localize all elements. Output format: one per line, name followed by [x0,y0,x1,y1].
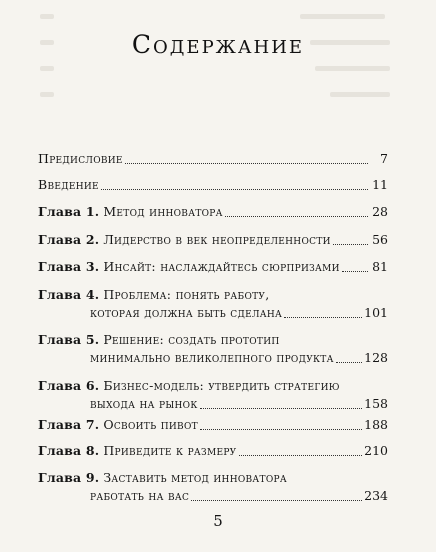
entry-page: 28 [372,204,388,219]
dot-leader [333,244,368,245]
chapter-number: Глава 8. [38,443,100,458]
chapter-number: Глава 3. [38,259,100,274]
page-title: Содержание [131,30,305,59]
chapter-number: Глава 7. [38,417,100,432]
toc-entry [38,231,388,249]
entry-title: Введение [38,177,99,192]
entry-title: Бизнес-модель: утвердить стратегию [103,378,340,393]
entry-page: 158 [364,396,388,411]
entry-page: 11 [372,177,388,192]
dot-leader [284,317,362,318]
toc-entry [38,176,388,194]
entry-title: Проблема: понять работу, [103,287,270,302]
dot-leader [200,408,363,409]
toc-entry [38,203,388,221]
entry-page: 7 [380,151,388,166]
dot-leader [191,500,362,501]
entry-title-continued: работать на вас [90,488,190,503]
page-number: 5 [213,512,223,530]
dot-leader [336,362,362,363]
entry-title: Решение: создать прототип [103,332,280,347]
dot-leader [225,216,368,217]
chapter-number: Глава 9. [38,470,100,485]
entry-title: Предисловие [38,151,123,166]
toc-entry [38,150,388,168]
entry-page: 81 [372,259,388,274]
entry-title-continued: которая должна быть сделана [90,305,283,320]
chapter-number: Глава 1. [38,204,100,219]
entry-title: Метод инноватора [103,204,223,219]
entry-title: Освоить пивот [103,417,198,432]
chapter-number: Глава 6. [38,378,100,393]
entry-page: 128 [364,350,388,365]
entry-page: 210 [364,443,388,458]
entry-title: Заставить метод инноватора [103,470,288,485]
entry-title: Приведите к размеру [103,443,237,458]
toc-entry [38,258,388,276]
entry-title-continued: минимально великолепного продукта [90,350,334,365]
dot-leader [200,429,362,430]
toc-entry [38,286,388,322]
toc-entry [38,377,388,413]
toc-entry [38,416,388,434]
entry-title-continued: выхода на рынок [90,396,198,411]
chapter-number: Глава 5. [38,332,100,347]
dot-leader [239,455,363,456]
chapter-number: Глава 2. [38,232,100,247]
show-through-background [0,0,436,130]
dot-leader [125,163,368,164]
toc-entry [38,442,388,460]
dot-leader [101,189,368,190]
entry-page: 234 [364,488,388,503]
toc-entry [38,331,388,367]
entry-page: 101 [364,305,388,320]
chapter-number: Глава 4. [38,287,100,302]
dot-leader [342,271,368,272]
entry-title: Инсайт: наслаждайтесь сюрпризами [103,259,340,274]
entry-page: 56 [372,232,388,247]
entry-page: 188 [364,417,388,432]
entry-title: Лидерство в век неопределенности [103,232,331,247]
toc-entry [38,469,388,505]
